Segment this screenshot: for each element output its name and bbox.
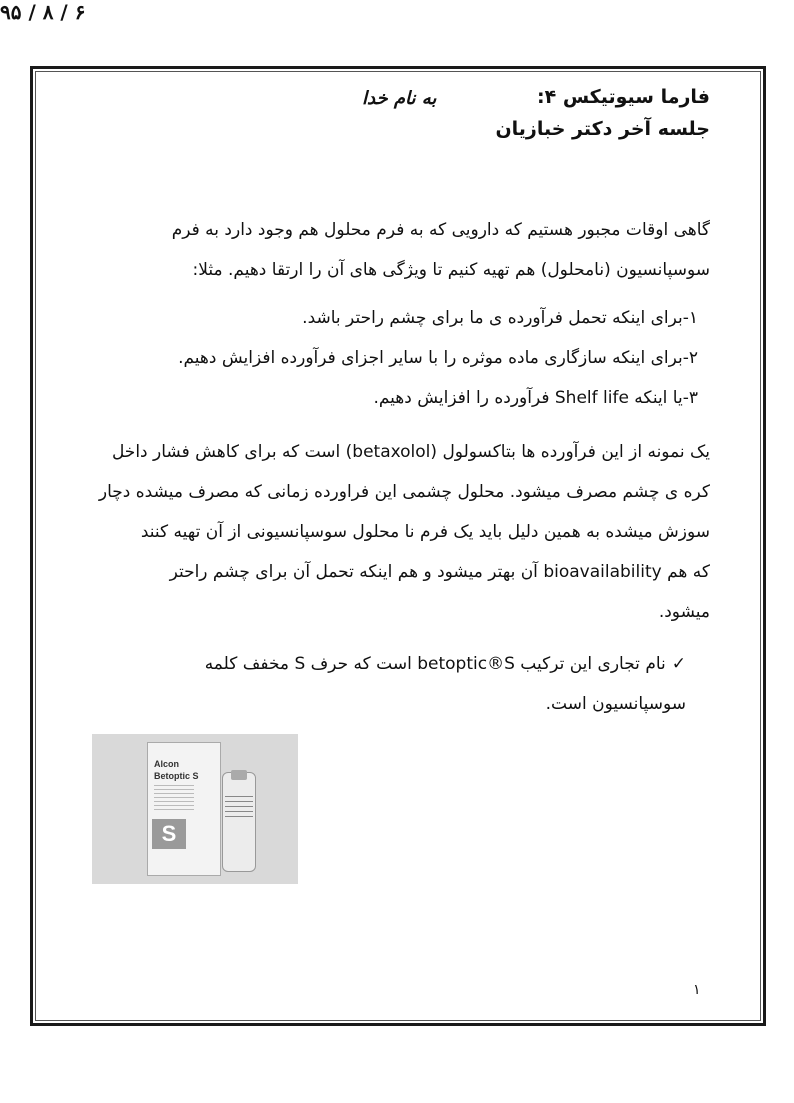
bottle-label (225, 796, 253, 820)
session-title: جلسه آخر دکتر خبازیان (495, 118, 710, 140)
date-label: ۹۵ / ۸ / ۶ (0, 0, 86, 24)
list-item: ۱-برای اینکه تحمل فرآورده ی ما برای چشم راحتر باشد. (302, 308, 698, 328)
list-item: ۳-یا اینکه Shelf life فرآورده را افزایش دهیم. (373, 388, 698, 408)
bottle-cap (231, 770, 247, 780)
check-icon: ✓ (671, 654, 686, 674)
intro-line: گاهی اوقات مجبور هستیم که دارویی که به فرم محلول هم وجود دارد به فرم (171, 220, 710, 240)
course-title: فارما سیوتیکس ۴: (536, 86, 710, 108)
dropper-bottle (222, 772, 256, 872)
product-letter-badge: S (152, 819, 186, 849)
product-photo (92, 734, 298, 884)
example-line: میشود. (658, 602, 710, 622)
basmala-heading: به نام خدا (362, 88, 437, 109)
note-line (205, 644, 686, 684)
reasons-list (178, 298, 698, 418)
intro-line: سوسپانسیون (نامحلول) هم تهیه کنیم تا ویژگی های آن را ارتقا دهیم. مثلا: (192, 260, 710, 280)
trade-name-note (205, 644, 686, 724)
brand-label: Alcon (154, 759, 180, 769)
example-line: یک نمونه از این فرآورده ها بتاکسولول (betaxolol) است که برای کاهش فشار داخل (111, 442, 710, 462)
example-paragraph (99, 432, 710, 632)
example-line: سوزش میشده به همین دلیل باید یک فرم نا محلول سوسپانسیونی از آن تهیه کنند (140, 522, 710, 542)
note-text: نام تجاری این ترکیب betoptic®S است که حرف S مخفف کلمه (204, 654, 666, 674)
example-line: که هم bioavailability آن بهتر میشود و هم اینکه تحمل آن برای چشم راحتر (169, 562, 710, 582)
product-box (147, 742, 221, 876)
example-line: کره ی چشم مصرف میشود. محلول چشمی این فراورده زمانی که مصرف میشده دچار (98, 482, 710, 502)
box-fine-print (154, 785, 194, 811)
page-number: ۱ (693, 982, 701, 998)
intro-paragraph (172, 210, 710, 290)
product-label: Betoptic S (154, 771, 199, 781)
note-line: سوسپانسیون است. (545, 694, 686, 714)
list-item: ۲-برای اینکه سازگاری ماده موثره را با سایر اجزای فرآورده افزایش دهیم. (178, 348, 698, 368)
